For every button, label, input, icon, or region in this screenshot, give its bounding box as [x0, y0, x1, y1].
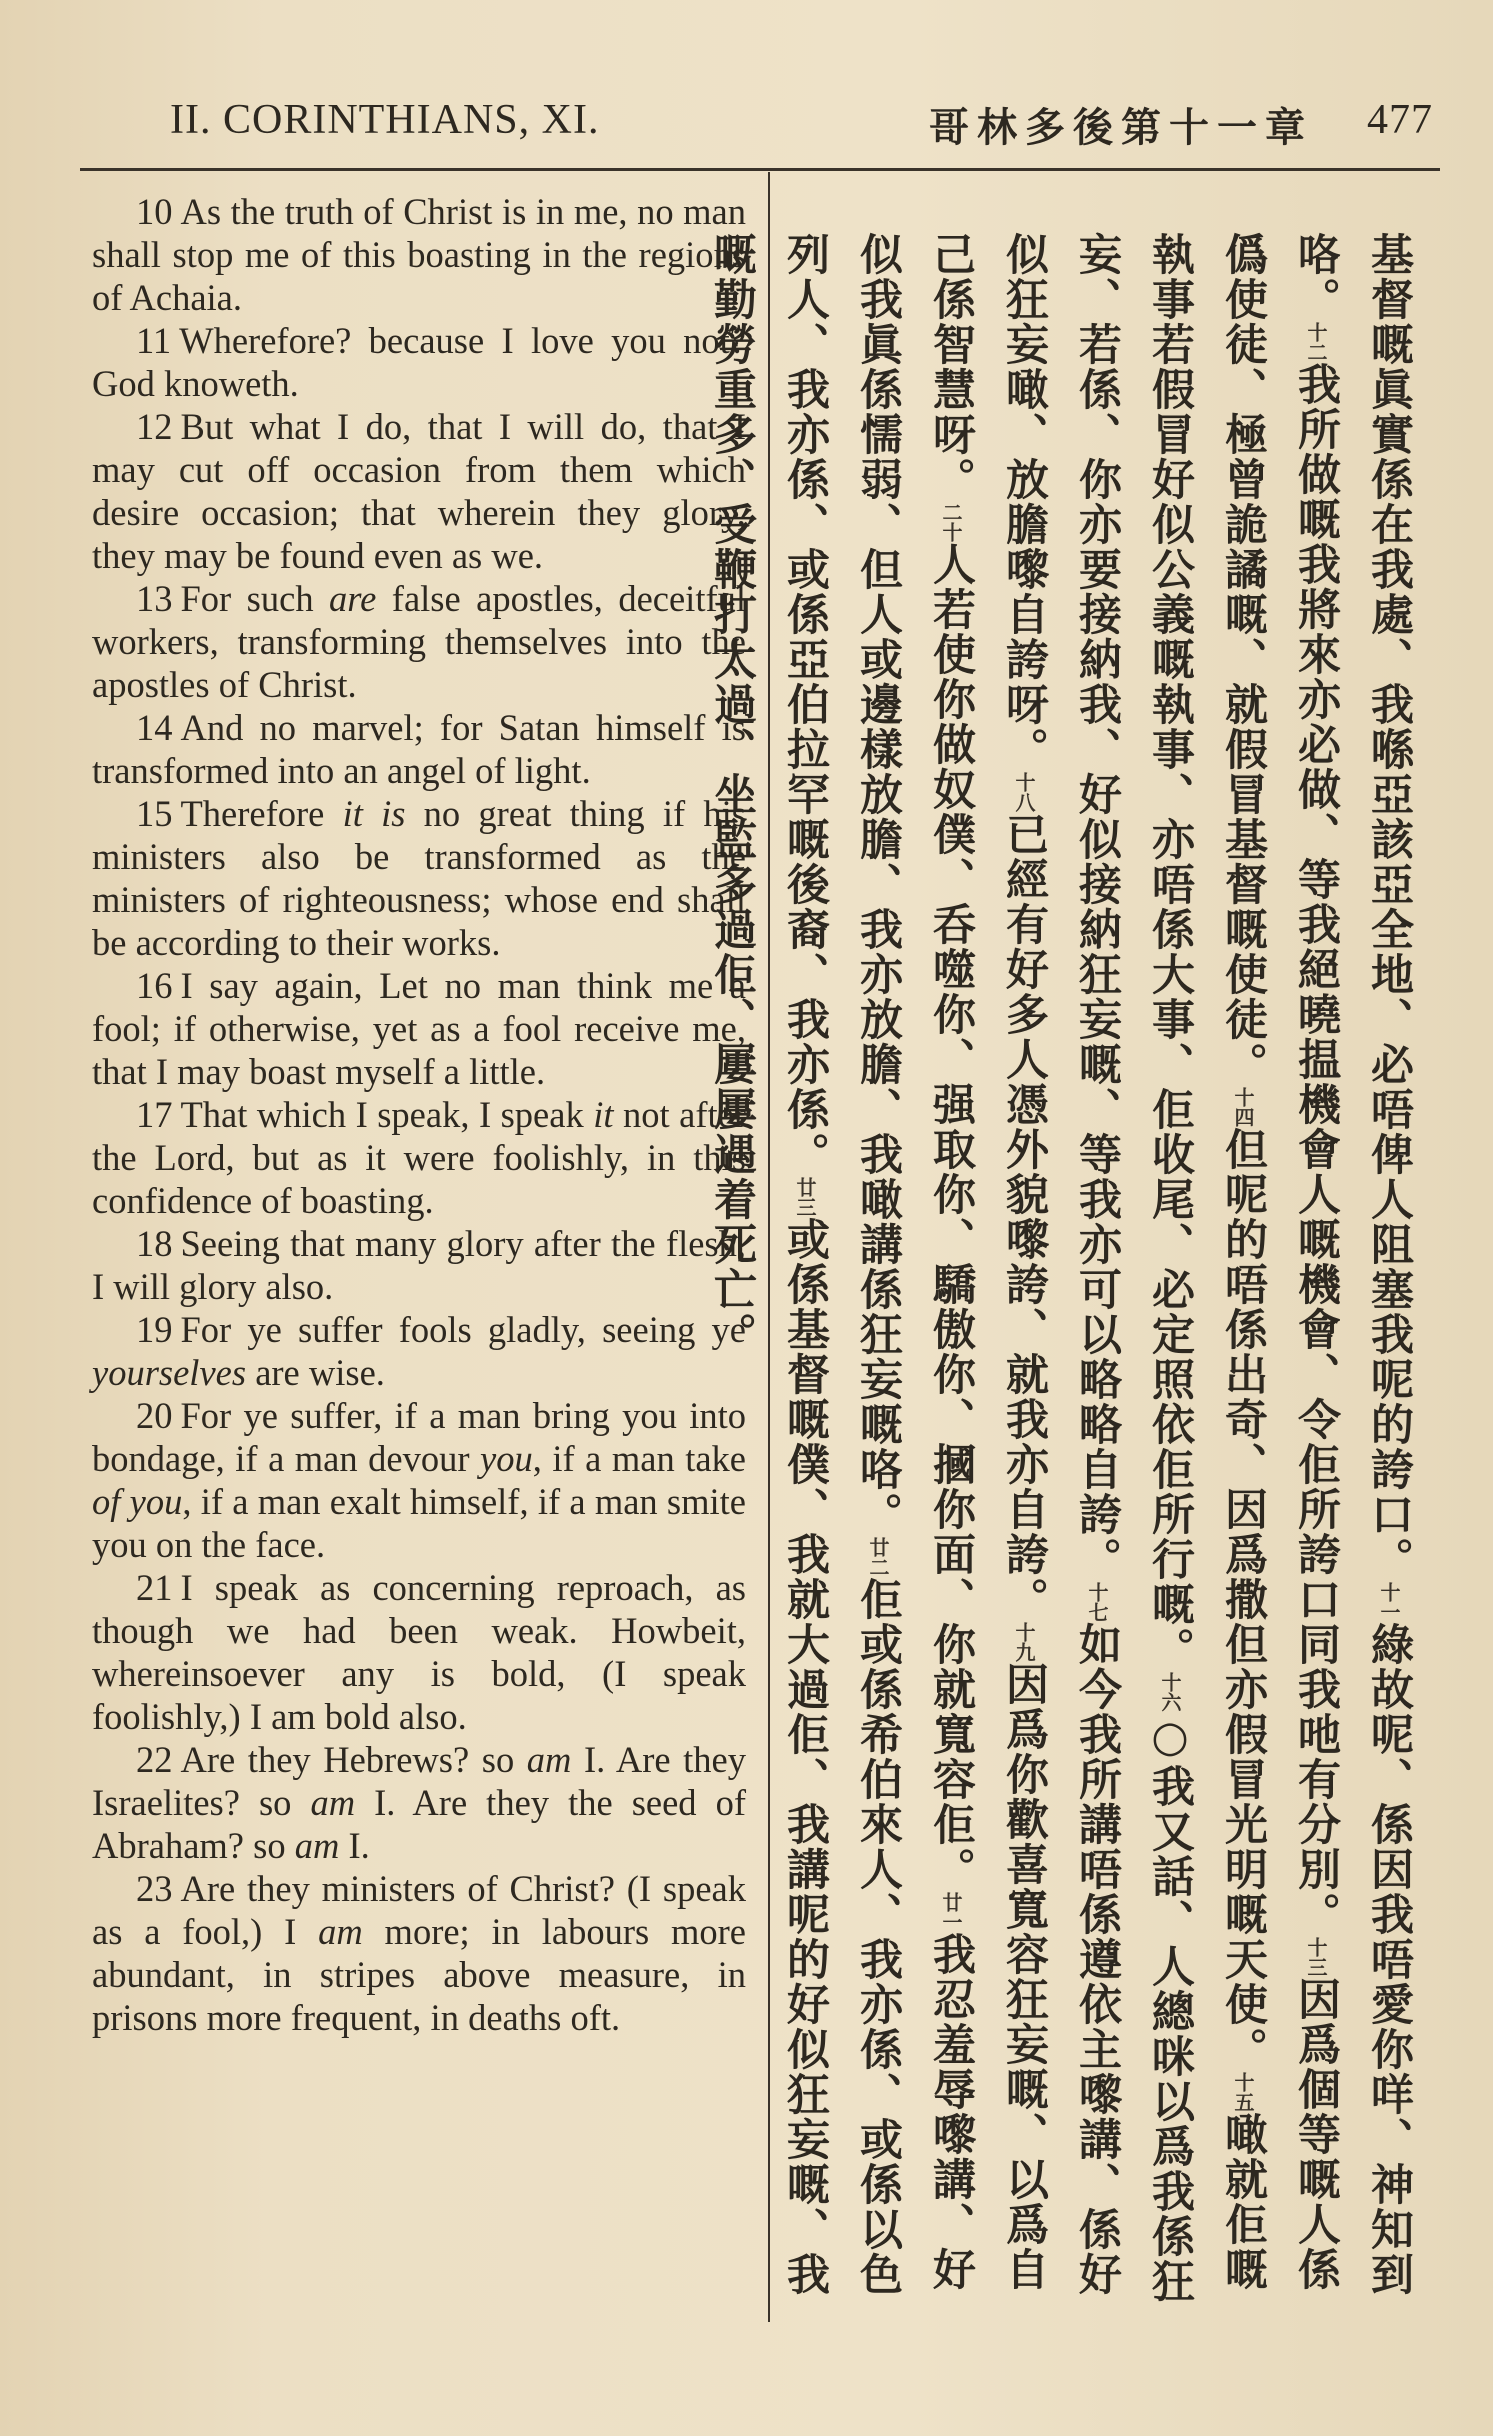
- verse-text: , if a man exalt himself, if a man smite you on the face.: [92, 1481, 746, 1565]
- chinese-text: 或係基督嘅僕、我就大過佢、我講呢的好似狂妄嘅、我嘅勤勞重多、受鞭打太過、坐監多過佢、屢屢遇着死亡。: [707, 232, 830, 2297]
- chinese-text: 人若使你做奴僕、呑噬你、强取你、驕傲你、摑你面、你就寬容佢。: [926, 542, 976, 1892]
- chinese-text: 噉就佢嘅執事若假冒好似公義嘅執事、亦唔係大事、佢收尾、必定照依佢所行嘅。: [1145, 232, 1268, 2292]
- chinese-text: ○我又話、人總咪以爲我係狂妄、若係、你亦要接納我、好似接納狂妄嘅、等我亦可以略略自誇。: [1072, 232, 1195, 2304]
- verse-11: [92, 319, 746, 405]
- verse-20: [92, 1394, 746, 1566]
- verse-text-italic: you: [480, 1438, 533, 1479]
- english-column: [92, 190, 746, 2039]
- verse-text: I. Are they Israelites? so: [92, 1739, 746, 1823]
- verse-text-italic: it: [593, 1094, 614, 1135]
- verse-number: 11: [136, 320, 172, 361]
- verse-text: no great thing if his ministers also be transformed as the ministers of righteousness; whose end shall be according to their works.: [92, 793, 746, 963]
- verse-number: 18: [136, 1223, 173, 1264]
- verse-text: For such: [180, 578, 330, 619]
- chinese-verse-number: 廿三: [793, 1177, 817, 1217]
- verse-text: false apostles, deceitful workers, transforming themselves into the apostles of Christ.: [92, 578, 747, 705]
- chinese-verse-number: 十一: [1377, 1582, 1401, 1622]
- chinese-text: 因爲個等嘅人係僞使徒、極曾詭譎嘅、就假冒基督嘅使徒。: [1218, 232, 1341, 2292]
- verse-text: Wherefore? because I love you not? God knoweth.: [92, 320, 746, 404]
- verse-number: 14: [136, 707, 173, 748]
- verse-text: I speak as concerning reproach, as though we had been weak. Howbeit, whereinsoever any is bold, (I speak foolishly,) I am bold also.: [92, 1567, 746, 1737]
- verse-text: Are they Hebrews? so: [180, 1739, 527, 1780]
- chinese-verse-number: 十六: [1158, 1672, 1182, 1712]
- verse-15: [92, 792, 746, 964]
- chinese-verse-number: 十三: [1304, 1937, 1328, 1977]
- verse-text-italic: of you: [92, 1481, 183, 1522]
- chinese-verse-number: 十八: [1012, 772, 1036, 812]
- verse-number: 19: [136, 1309, 173, 1350]
- verse-10: [92, 190, 746, 319]
- chinese-verse-number: 十二: [1304, 322, 1328, 362]
- verse-text: And no marvel; for Satan himself is transformed into an angel of light.: [92, 707, 746, 791]
- verse-number: 21: [136, 1567, 173, 1608]
- chinese-verse-number: 廿一: [939, 1892, 963, 1932]
- verse-text: I. Are they the seed of Abraham? so: [92, 1782, 746, 1866]
- verse-text: not after the Lord, but as it were foolishly, in this confidence of boasting.: [92, 1094, 746, 1221]
- verse-text: But what I do, that I will do, that I may cut off occasion from them which desire occasion; that wherein they glory, they may be found even as we.: [92, 406, 746, 576]
- verse-23: [92, 1867, 746, 2039]
- chinese-text: 綠故呢、係因我唔愛你咩、神知到咯。: [1291, 232, 1414, 2297]
- chinese-verse-number: 廿二: [866, 1537, 890, 1577]
- chinese-text: 如今我所講唔係遵依主嚟講、係好似狂妄噉、放膽嚟自誇呀。: [999, 232, 1122, 2297]
- chinese-text: 但呢的唔係出奇、因爲撒但亦假冒光明嘅天使。: [1218, 1127, 1268, 2072]
- verse-number: 20: [136, 1395, 173, 1436]
- verse-text-italic: am: [310, 1782, 356, 1823]
- verse-19: [92, 1308, 746, 1394]
- verse-text: For ye suffer, if a man bring you into bondage, if a man devour: [92, 1395, 746, 1479]
- chinese-verse-number: 二十: [939, 502, 963, 542]
- verse-text-italic: am: [526, 1739, 572, 1780]
- verse-text-italic: am: [318, 1911, 363, 1952]
- verse-text-italic: am: [294, 1825, 340, 1866]
- page-number: 477: [1367, 97, 1433, 143]
- verse-text: I say again, Let no man think me a fool; if otherwise, yet as a fool receive me, that I may boast myself a little.: [92, 965, 746, 1092]
- verse-text: Seeing that many glory after the flesh, I will glory also.: [92, 1223, 746, 1307]
- verse-text: Are they ministers of Christ? (I speak as a fool,) I: [92, 1868, 746, 1952]
- chinese-text: 已經有好多人憑外貌嚟誇、就我亦自誇。: [999, 812, 1049, 1622]
- verse-number: 12: [136, 406, 173, 447]
- chinese-column: [707, 232, 1425, 2312]
- verse-text-italic: are: [329, 578, 377, 619]
- verse-18: [92, 1222, 746, 1308]
- verse-number: 23: [136, 1868, 173, 1909]
- chinese-verse-number: 十七: [1085, 1582, 1109, 1622]
- verse-text: , if a man take: [532, 1438, 747, 1479]
- verse-text: Therefore: [180, 793, 343, 834]
- verse-22: [92, 1738, 746, 1867]
- verse-text: are wise.: [246, 1352, 385, 1393]
- verse-number: 17: [136, 1094, 173, 1135]
- verse-number: 15: [136, 793, 173, 834]
- verse-16: [92, 964, 746, 1093]
- chinese-text: 因爲你歡喜寬容狂妄嘅、以爲自己係智慧呀。: [926, 232, 1049, 2292]
- book-title: II. CORINTHIANS, XI.: [170, 97, 600, 143]
- verse-text-italic: yourselves: [92, 1352, 247, 1393]
- verse-text: For ye suffer fools gladly, seeing ye: [180, 1309, 746, 1350]
- verse-text: That which I speak, I speak: [180, 1094, 594, 1135]
- verse-text-italic: it is: [342, 793, 406, 834]
- verse-number: 22: [136, 1739, 173, 1780]
- header-rule: [80, 168, 1440, 171]
- verse-14: [92, 706, 746, 792]
- verse-17: [92, 1093, 746, 1222]
- verse-12: [92, 405, 746, 577]
- verse-text: As the truth of Christ is in me, no man shall stop me of this boasting in the regions of Achaia.: [92, 191, 746, 318]
- chinese-verse-number: 十四: [1231, 1087, 1255, 1127]
- chinese-text: 我所做嘅我將來亦必做、等我絕曉揾機會人嘅機會、令佢所誇口同我吔有分別。: [1291, 362, 1341, 1937]
- verse-text: I.: [339, 1825, 370, 1866]
- verse-13: [92, 577, 746, 706]
- verse-21: [92, 1566, 746, 1738]
- running-head: [170, 96, 1433, 156]
- chinese-verse-number: 十九: [1012, 1622, 1036, 1662]
- chinese-verse-number: 十五: [1231, 2072, 1255, 2112]
- chinese-text: 佢或係希伯來人、我亦係、或係以色列人、我亦係、或係亞伯拉罕嘅後裔、我亦係。: [780, 232, 903, 2297]
- chinese-chapter-title: 哥林多後第十一章: [929, 104, 1313, 151]
- chinese-text: 基督嘅眞實係在我處、我喺亞該亞全地、必唔俾人阻塞我呢的誇口。: [1364, 232, 1414, 1582]
- verse-number: 10: [136, 191, 173, 232]
- verse-text: more; in labours more abundant, in stripes above measure, in prisons more frequent, in deaths oft.: [92, 1911, 746, 2038]
- verse-number: 16: [136, 965, 173, 1006]
- verse-number: 13: [136, 578, 173, 619]
- chinese-text: 我忍羞辱嚟講、好似我眞係懦弱、但人或邊樣放膽、我亦放膽、我噉講係狂妄嘅咯。: [853, 232, 976, 2292]
